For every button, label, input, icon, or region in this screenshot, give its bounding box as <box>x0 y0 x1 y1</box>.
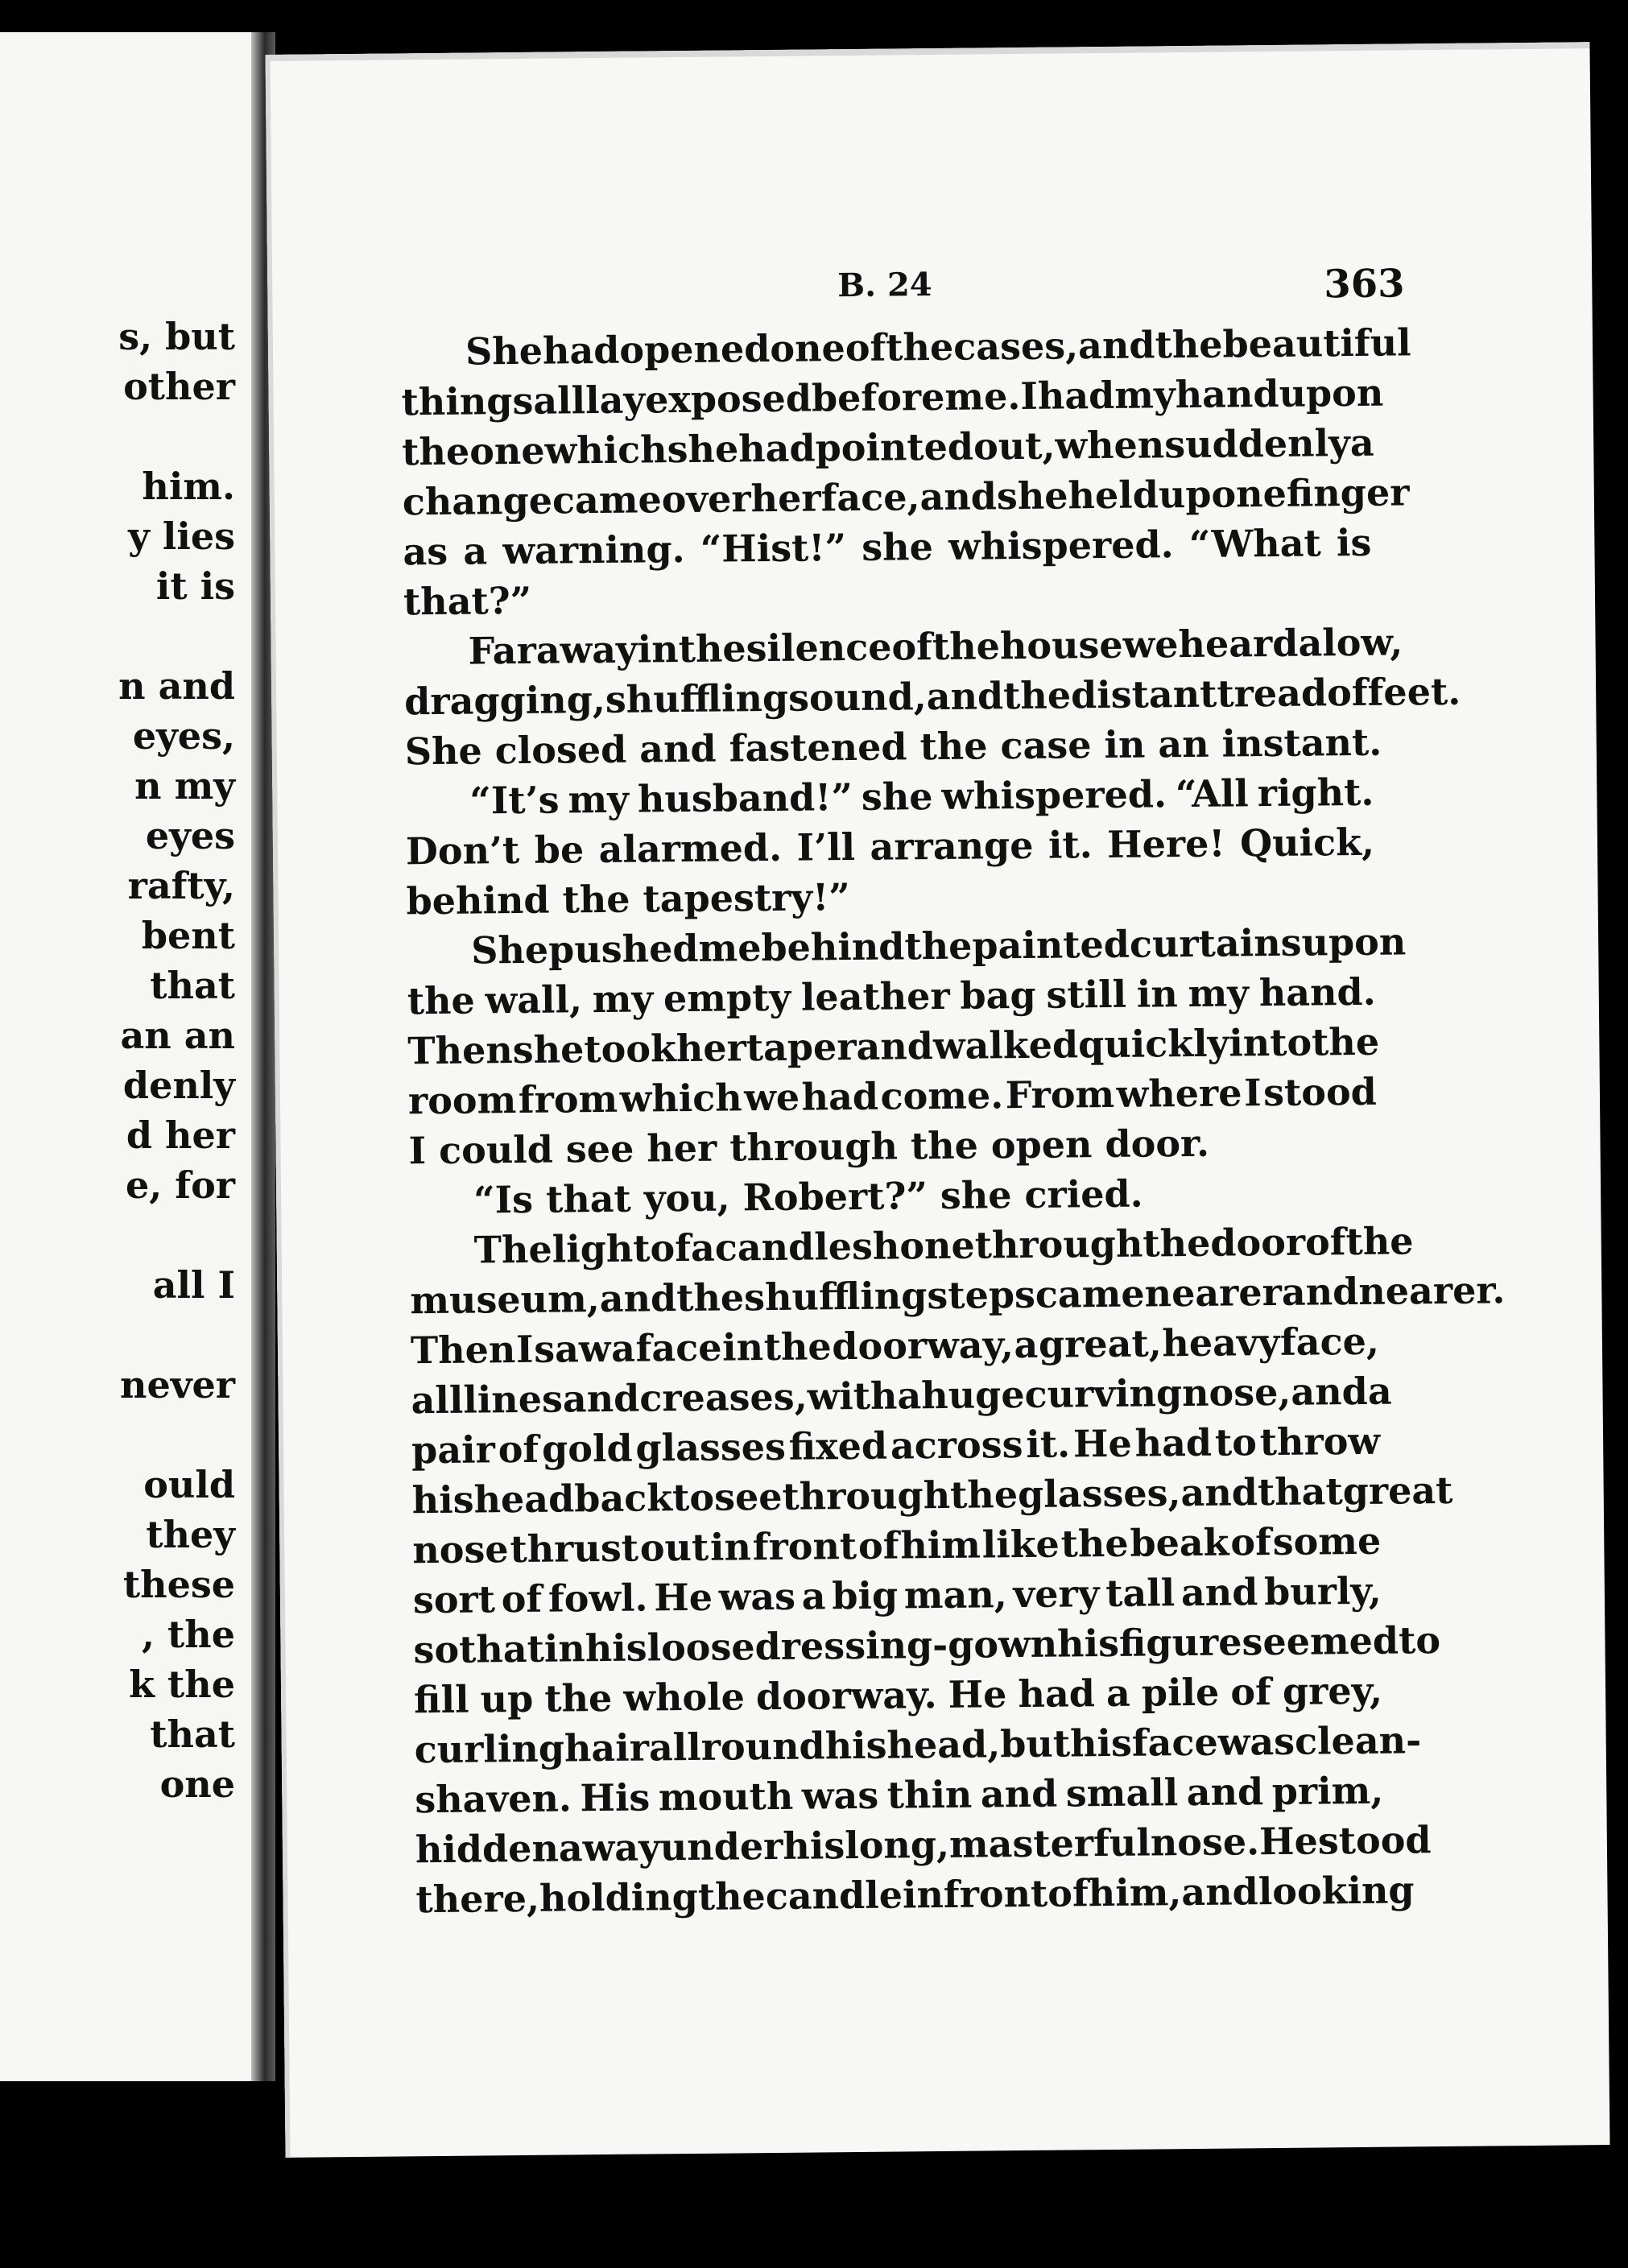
text-line: Then she took her taper and walked quickly into the <box>407 1019 1380 1073</box>
previous-page-line: it is <box>155 564 235 608</box>
text-line: the wall, my empty leather bag still in my hand. <box>407 969 1376 1023</box>
text-line: fill up the whole doorway. He had a pile of grey, <box>413 1668 1383 1722</box>
text-line: shaven. His mouth was thin and small and prim, <box>415 1768 1384 1822</box>
previous-page-line: him. <box>142 465 235 508</box>
text-line: the one which she had pointed out, when suddenly a <box>401 420 1374 474</box>
text-line: She pushed me behind the painted curtains upon <box>470 919 1407 973</box>
previous-page-line: ould <box>143 1463 235 1506</box>
previous-page-line: eyes <box>145 814 235 857</box>
previous-page-line: eyes, <box>132 714 235 758</box>
text-line: things all lay exposed before me. I had my hand upon <box>401 370 1384 424</box>
previous-page-line: rafty, <box>127 864 235 907</box>
text-line: sort of fowl. He was a big man, very tall and burly, <box>412 1568 1382 1622</box>
text-line: I could see her through the open door. <box>408 1121 1210 1173</box>
text-line: nose thrust out in front of him like the beak of some <box>412 1518 1382 1572</box>
text-line: Then I saw a face in the doorway, a great, heavy face, <box>410 1319 1380 1373</box>
body-text <box>401 318 1506 1924</box>
previous-page-line: s, but <box>118 315 235 358</box>
text-line: hidden away under his long, masterful nose. He stood <box>415 1818 1432 1872</box>
signature-mark: B. 24 <box>837 266 932 305</box>
previous-page-line: e, for <box>125 1163 235 1207</box>
text-line: “It’s my husband!” she whispered. “All right. <box>469 770 1374 823</box>
running-head <box>267 259 1593 320</box>
previous-page-line: n my <box>134 764 235 808</box>
previous-page-line: one <box>159 1762 235 1806</box>
text-line: dragging, shuffling sound, and the distant tread of feet. <box>403 669 1461 724</box>
text-line: pair of gold glasses fixed across it. He had to throw <box>411 1419 1381 1473</box>
text-line: that?” <box>403 578 532 624</box>
text-line: The light of a candle shone through the door of the <box>473 1219 1414 1272</box>
previous-page-line: an an <box>120 1014 235 1057</box>
previous-page-line: bent <box>141 914 235 957</box>
previous-page-line: that <box>150 964 235 1007</box>
text-line: “Is that you, Robert?” she cried. <box>473 1171 1143 1222</box>
previous-page-line: other <box>123 365 235 408</box>
text-line: She closed and fastened the case in an instant. <box>404 720 1382 774</box>
text-line: She had opened one of the cases, and the beautiful <box>465 320 1411 374</box>
previous-page-line: these <box>122 1563 235 1606</box>
book-page <box>266 42 1610 2158</box>
text-line: change came over her face, and she held up one finger <box>402 470 1410 524</box>
text-line: room from which we had come. From where I stood <box>407 1069 1378 1123</box>
previous-page-line: that <box>150 1712 235 1756</box>
text-line: Far away in the silence of the house we heard a low, <box>468 620 1403 673</box>
text-line: behind the tapestry!” <box>406 875 851 923</box>
previous-page-line: , the <box>142 1613 235 1656</box>
text-line: so that in his loose dressing-gown his figure seemed to <box>413 1618 1441 1672</box>
text-line: all lines and creases, with a huge curving nose, and a <box>411 1369 1392 1423</box>
previous-page-line: k the <box>129 1663 235 1706</box>
previous-page-fragment <box>0 32 254 2081</box>
previous-page-line: n and <box>118 664 235 708</box>
previous-page-line: they <box>146 1513 235 1556</box>
previous-page-line: d her <box>126 1113 235 1157</box>
page-number: 363 <box>1324 261 1405 308</box>
previous-page-line: y lies <box>128 514 235 558</box>
text-line: curling hair all round his head, but his face was clean- <box>414 1718 1422 1772</box>
previous-page-line: all I <box>152 1263 235 1307</box>
previous-page-line: never <box>120 1363 235 1407</box>
text-line: museum, and the shuffling steps came nearer and nearer. <box>410 1268 1506 1323</box>
previous-page-line: denly <box>122 1064 235 1107</box>
text-line: his head back to see through the glasses, and that great <box>411 1468 1453 1522</box>
text-line: as a warning. “Hist!” she whispered. “What is <box>403 520 1372 574</box>
text-line: there, holding the candle in front of him, and looking <box>415 1868 1415 1922</box>
text-line: Don’t be alarmed. I’ll arrange it. Here! Quick, <box>405 820 1375 874</box>
